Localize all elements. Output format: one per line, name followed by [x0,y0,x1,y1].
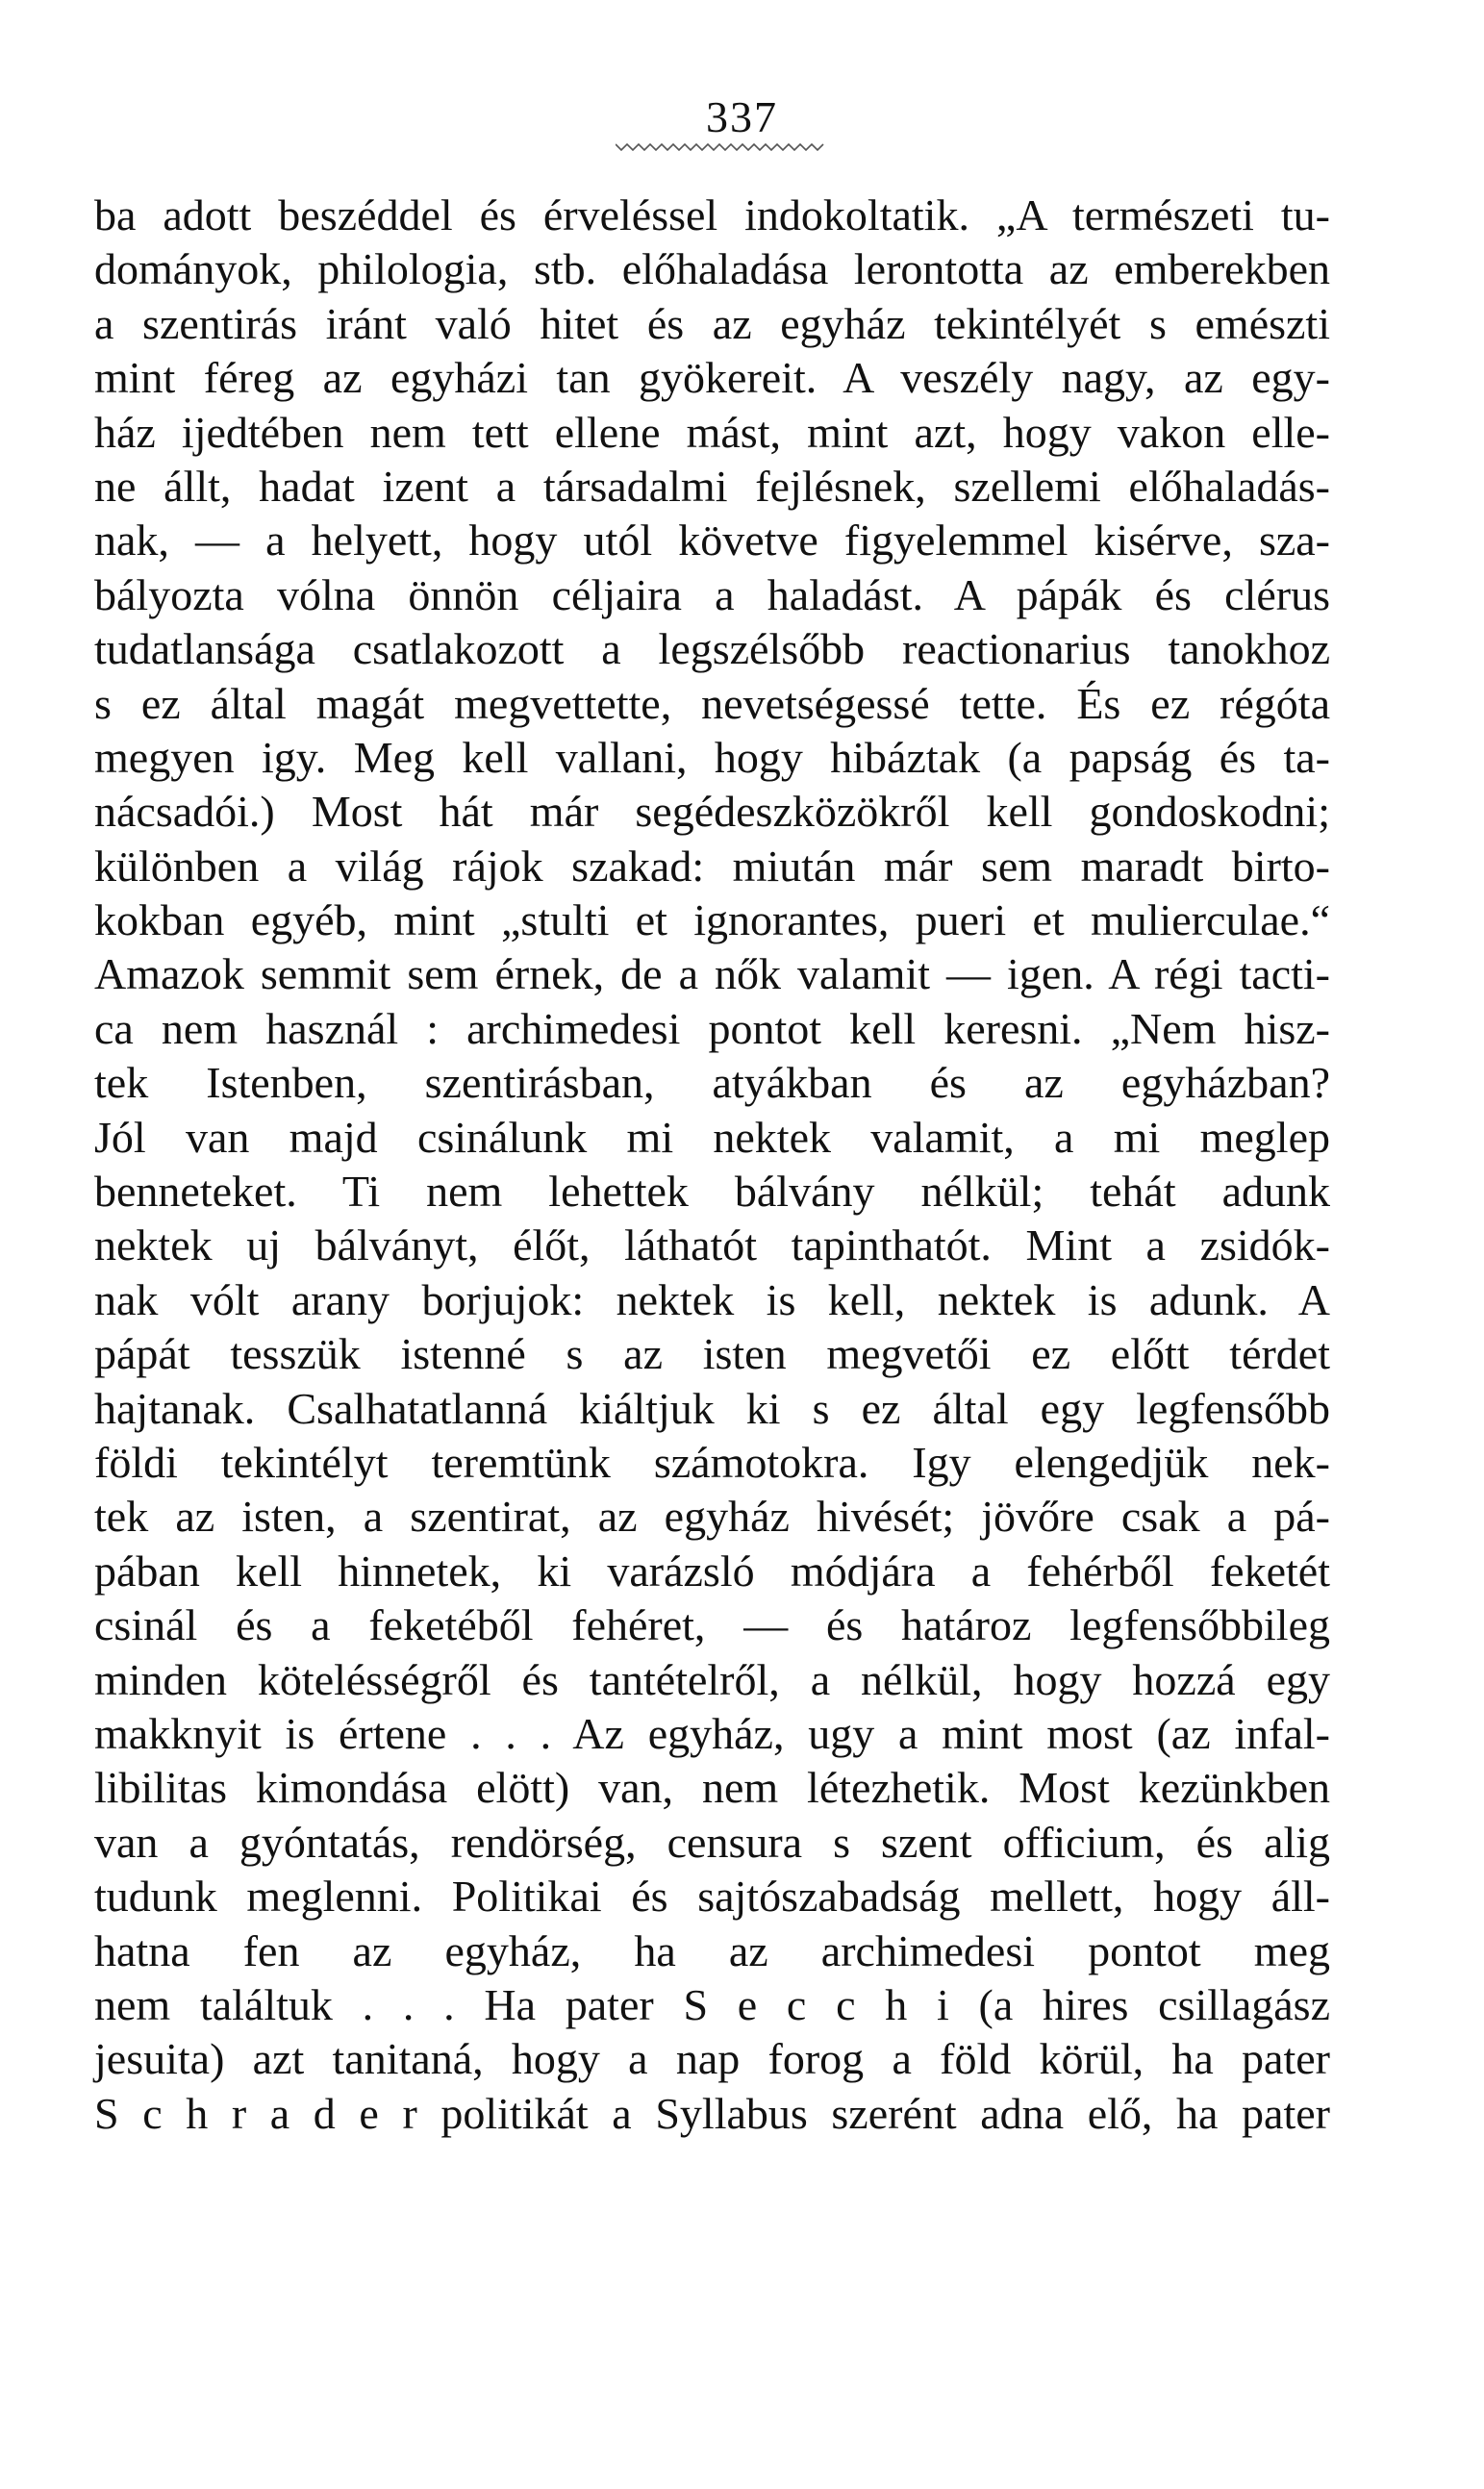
text-line: Amazok semmit sem érnek, de a nők valamit — igen. A régi tacti- [94,949,1330,999]
page-number: 337 [706,92,778,141]
text-line: nektek uj bálványt, élőt, láthatót tapinthatót. Mint a zsidók- [94,1220,1330,1270]
text-line: Jól van majd csinálunk mi nektek valamit, a mi meglep [94,1112,1330,1162]
text-line: ne állt, hadat izent a társadalmi fejlésnek, szellemi előhaladás- [94,461,1330,511]
text-line: nácsadói.) Most hát már segédeszközökről kell gondoskodni; [94,787,1330,837]
text-line: dományok, philologia, stb. előhaladása lerontotta az emberekben [94,244,1330,294]
text-line: a szentirás iránt való hitet és az egyház tekintélyét s emészti [94,298,1330,348]
text-line: nem találtuk . . . Ha pater S e c c h i (a hires csillagász [94,1979,1330,2029]
text-line: kokban egyéb, mint „stulti et ignorantes, pueri et mulierculae.“ [94,895,1330,945]
text-line: tek az isten, a szentirat, az egyház hivését; jövőre csak a pá- [94,1492,1330,1542]
text-line: S c h r a d e r politikát a Syllabus szerént adna elő, ha pater [94,2088,1330,2138]
body-text [94,189,1330,2141]
text-line: különben a világ rájok szakad: miután már sem maradt birto- [94,841,1330,891]
text-line: ház ijedtében nem tett ellene mást, mint azt, hogy vakon elle- [94,407,1330,457]
text-line: benneteket. Ti nem lehettek bálvány nélkül; tehát adunk [94,1167,1330,1217]
text-line: tudunk meglenni. Politikai és sajtószabadság mellett, hogy áll- [94,1872,1330,1922]
text-line: tek Istenben, szentirásban, atyákban és az egyházban? [94,1058,1330,1108]
page-number-ornament [616,140,827,154]
text-line: makknyit is értene . . . Az egyház, ugy a mint most (az infal- [94,1708,1330,1758]
text-line: pában kell hinnetek, ki varázsló módjára a fehérből feketét [94,1546,1330,1596]
text-line: nak vólt arany borjujok: nektek is kell, nektek is adunk. A [94,1274,1330,1324]
text-line: hajtanak. Csalhatatlanná kiáltjuk ki s ez által egy legfensőbb [94,1383,1330,1433]
text-line: nak, — a helyett, hogy utól követve figyelemmel kisérve, sza- [94,515,1330,566]
text-line: mint féreg az egyházi tan gyökereit. A veszély nagy, az egy- [94,353,1330,403]
text-line: libilitas kimondása elött) van, nem létezhetik. Most kezünkben [94,1763,1330,1813]
text-line: jesuita) azt tanitaná, hogy a nap forog a föld körül, ha pater [94,2034,1330,2084]
text-line: s ez által magát megvettette, nevetségessé tette. És ez régóta [94,678,1330,728]
text-line: hatna fen az egyház, ha az archimedesi pontot meg [94,1925,1330,1975]
text-line: tudatlansága csatlakozott a legszélsőbb reactionarius tanokhoz [94,624,1330,674]
text-line: csinál és a feketéből fehéret, — és határoz legfensőbbileg [94,1600,1330,1650]
text-line: ca nem használ : archimedesi pontot kell keresni. „Nem hisz- [94,1003,1330,1053]
text-line: pápát tesszük istenné s az isten megvetői ez előtt térdet [94,1329,1330,1379]
text-line: megyen igy. Meg kell vallani, hogy hibáztak (a papság és ta- [94,732,1330,782]
text-line: ba adott beszéddel és érveléssel indokoltatik. „A természeti tu- [94,190,1330,239]
text-line: minden kötelésségről és tantételről, a nélkül, hogy hozzá egy [94,1654,1330,1704]
text-line: földi tekintélyt teremtünk számotokra. Igy elengedjük nek- [94,1437,1330,1487]
text-line: van a gyóntatás, rendörség, censura s szent officium, és alig [94,1817,1330,1867]
text-line: bályozta vólna önnön céljaira a haladást. A pápák és clérus [94,569,1330,619]
